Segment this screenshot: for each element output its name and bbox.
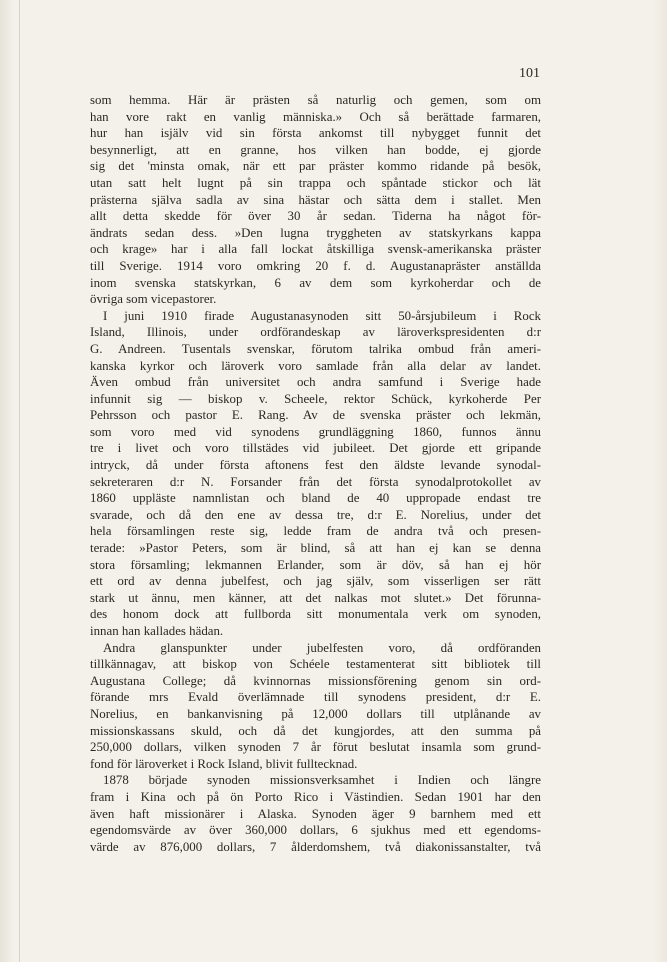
text-line: Pehrsson och pastor E. Rang. Av de svenska präster och lekmän, (90, 408, 541, 423)
text-line: ändrats sedan dess. »Den lugna tryggheten av statskyrkans kappa (90, 225, 541, 240)
text-line: inom svenska statskyrkan, 6 av dem som kyrkoherdar och de (90, 275, 541, 290)
text-line: I juni 1910 firade Augustanasynoden sitt 50-årsjubileum i Rock (103, 308, 541, 323)
text-line: intryck, då under första aftonens fest den äldste levande synodal- (90, 458, 541, 473)
text-line: hela församlingen reste sig, ledde fram de andra två och presen- (90, 524, 541, 539)
text-line: G. Andreen. Tusentals svenskar, förutom talrika ombud från ameri- (90, 341, 541, 356)
text-line: Norelius, en bankanvisning på 12,000 dollars till utplånande av (90, 706, 541, 721)
text-line: infunnit sig — biskop v. Scheele, rektor Schück, kyrkoherde Per (90, 391, 541, 406)
text-line: prästerna själva sadla av sina hästar och sätta dem i stallet. Men (90, 192, 541, 207)
text-line: och krage» har i alla fall lockat åtskilliga svensk-amerikanska präster (90, 242, 541, 257)
text-line: värde av 876,000 dollars, 7 ålderdomshem, två diakonissanstalter, två (90, 839, 541, 854)
text-line: även haft missionärer i Alaska. Synoden äger 9 barnhem med ett (90, 806, 541, 821)
page-number: 101 (519, 66, 540, 81)
text-line: sekreteraren d:r N. Forsander från det första synodalprotokollet av (90, 474, 541, 489)
text-line: han vore rakt en vanlig människa.» Och så berättade farmaren, (90, 109, 541, 124)
text-line: sig det 'minsta omak, när ett par präster kommo ridande på besök, (90, 159, 541, 174)
page-gutter (19, 0, 20, 962)
text-line: besynnerligt, att en granne, hos vilken han bodde, ej gjorde (90, 142, 541, 157)
text-line: missionskassans skuld, och då det kungjordes, att den summa på (90, 723, 541, 738)
text-line: Island, Illinois, under ordförandeskap av läroverkspresidenten d:r (90, 325, 541, 340)
paragraph (90, 640, 541, 773)
text-line: som voro med vid synodens grundläggning 1860, funnos ännu (90, 424, 541, 439)
paragraph (90, 772, 541, 855)
text-line: terade: »Pastor Peters, som är blind, så att han ej kan se denna (90, 541, 541, 556)
text-line: tillkännagav, att biskop von Schéele testamenterat sitt bibliotek till (90, 657, 541, 672)
text-line: 250,000 dollars, vilken synoden 7 år förut beslutat insamla som grund- (90, 740, 541, 755)
text-line: Även ombud från universitet och andra samfund i Sverige hade (90, 375, 541, 390)
text-line: som hemma. Här är prästen så naturlig och gemen, som om (90, 93, 541, 107)
text-line: stora församling; lekmannen Erlander, som är döv, så han ej hör (90, 557, 541, 572)
text-line: Andra glanspunkter under jubelfesten voro, då ordföranden (103, 640, 541, 655)
body-text (90, 92, 541, 855)
text-line: des honom dock att fullborda sitt monumentala verk om synoden, (90, 607, 541, 622)
text-line: 1860 uppläste namnlistan och bland de 40 uppropade endast tre (90, 491, 541, 506)
text-line: Augustana College; då kvinnornas missionsförening genom sin ord- (90, 673, 541, 688)
text-line: ett ord av denna jubelfest, och jag själv, som visserligen ser rätt (90, 574, 541, 589)
text-line: fram i Kina och på ön Porto Rico i Västindien. Sedan 1901 har den (90, 789, 541, 804)
text-line: innan han kallades hädan. (90, 624, 224, 638)
paragraph (90, 92, 541, 308)
text-line: övriga som vicepastorer. (90, 292, 217, 307)
text-line: kanska kyrkor och läroverk voro samlade från alla delar av landet. (90, 358, 541, 373)
text-line: utan satt helt lugnt på sin trappa och spåntade stickor och lät (90, 175, 541, 190)
paragraph (90, 308, 541, 640)
text-line: tre i livet och voro tillstädes vid jubileet. Det gjorde ett gripande (90, 441, 541, 456)
text-line: allt detta skedde för över 30 år sedan. Tiderna ha något för- (90, 209, 541, 224)
text-line: stark ut ännu, men känner, att det nalkas mot slutet.» Det förunna- (90, 590, 541, 605)
text-line: 1878 började synoden missionsverksamhet i Indien och längre (103, 773, 541, 788)
text-line: fond för läroverket i Rock Island, blivit fulltecknad. (90, 756, 358, 771)
text-line: förande mrs Evald överlämnade till synodens president, d:r E. (90, 690, 541, 705)
text-line: egendomsvärde av över 360,000 dollars, 6 sjukhus med ett egendoms- (90, 823, 541, 838)
text-line: svarade, och då den ene av dessa tre, d:r E. Norelius, under det (90, 507, 541, 522)
text-line: till Sverige. 1914 voro omkring 20 f. d. Augustanapräster anställda (90, 258, 541, 273)
text-line: hur han isjälv vid sin första ankomst till nybygget funnit det (90, 126, 541, 141)
